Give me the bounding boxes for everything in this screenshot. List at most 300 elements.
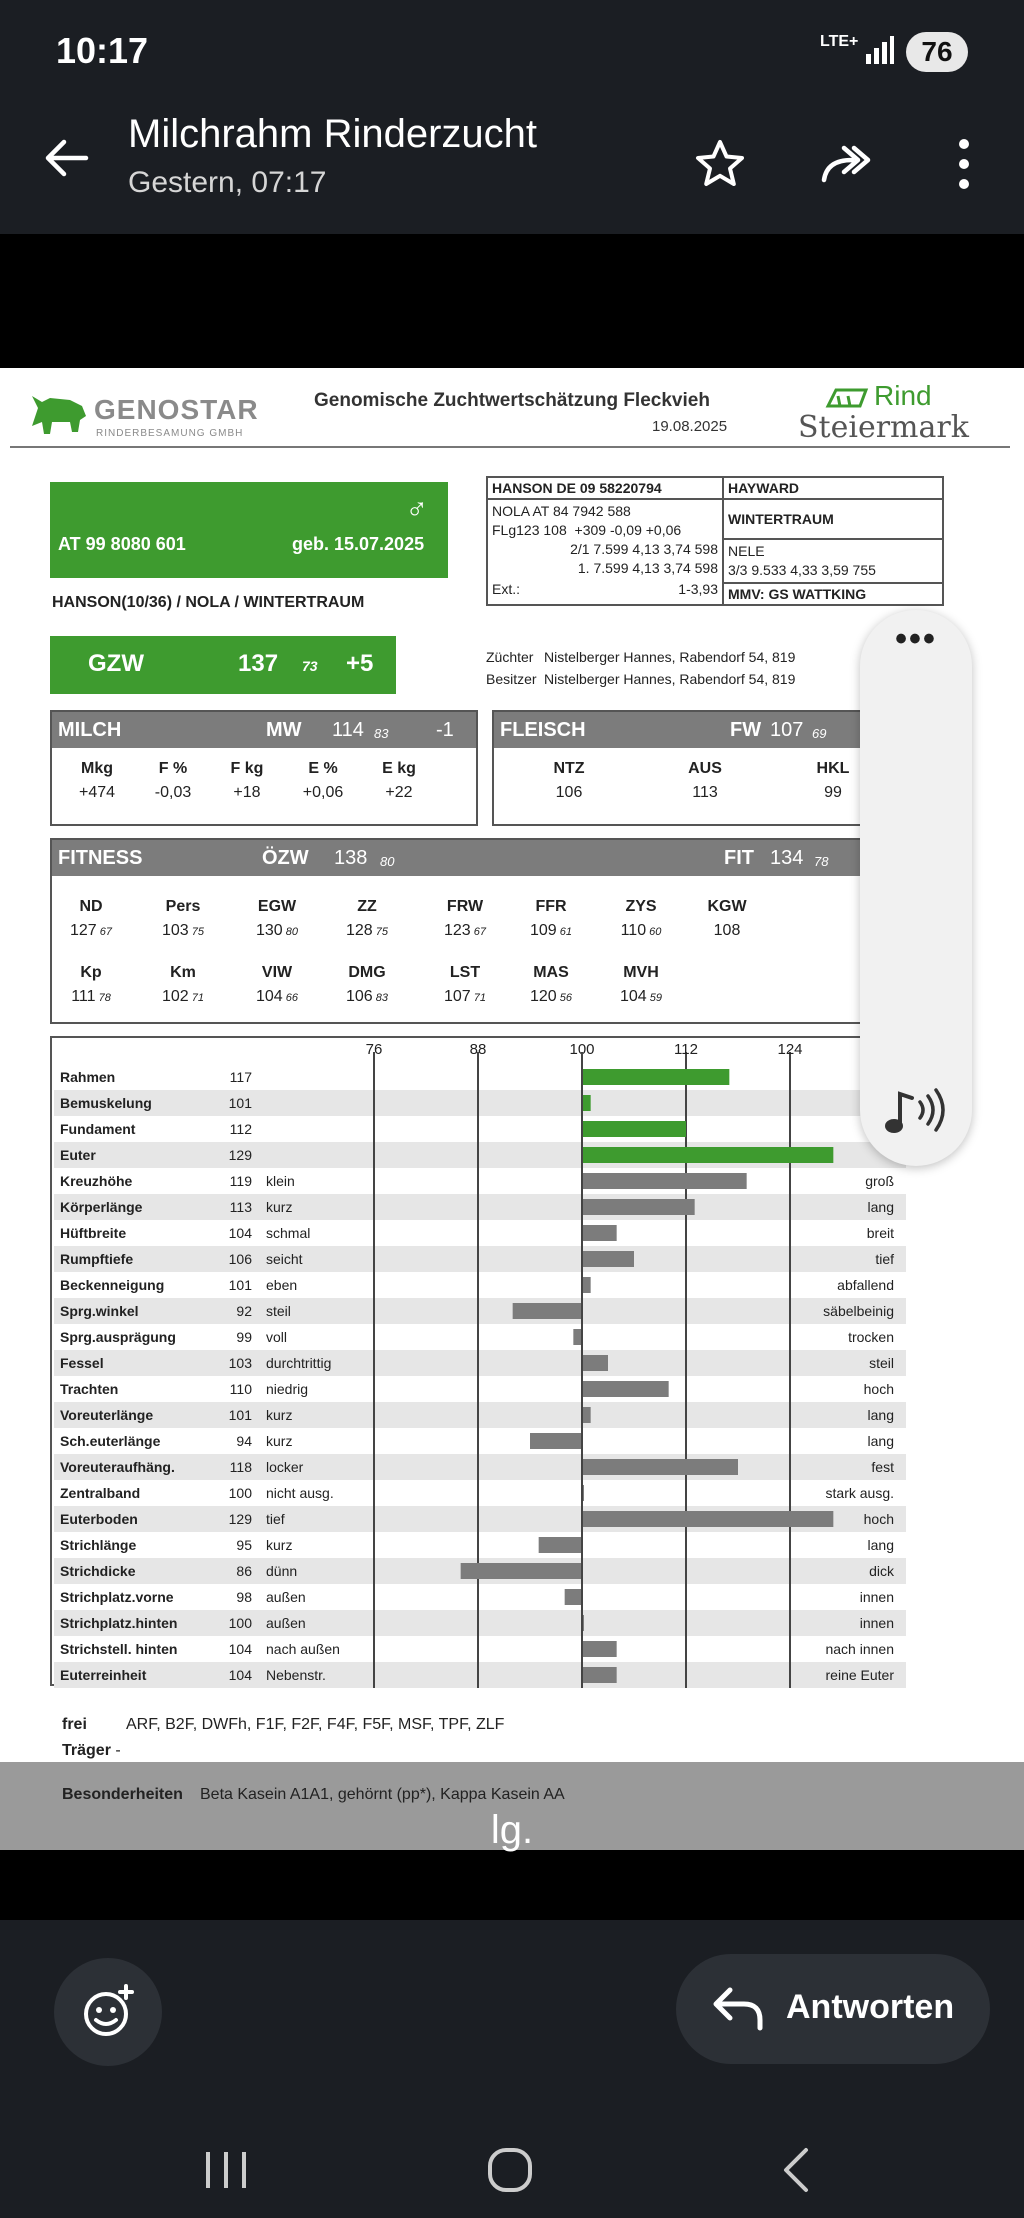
clock: 10:17	[56, 30, 149, 71]
trait-label: MAS	[533, 964, 569, 981]
rind-text: Rind	[874, 380, 932, 411]
mw-diff: -1	[436, 719, 454, 741]
header-divider	[10, 446, 1010, 448]
breeder-label: Züchter	[486, 649, 534, 665]
trait-name: Sprg.winkel	[60, 1303, 139, 1319]
gzw-diff: +5	[346, 650, 374, 677]
pedigree-summary: HANSON(10/36) / NOLA / WINTERTRAUM	[52, 594, 365, 611]
milch-header	[52, 712, 476, 748]
row-background	[54, 1480, 906, 1506]
fleisch-header	[494, 712, 872, 748]
trait-high-label: stark ausg.	[825, 1485, 894, 1501]
row-background	[54, 1168, 906, 1194]
gzw-reliability: 73	[302, 658, 318, 674]
trait-value: 86	[236, 1563, 252, 1579]
fit-label: FIT	[724, 847, 754, 869]
bar	[582, 1381, 669, 1397]
traeger-row	[62, 1738, 504, 1764]
trait-name: Trachten	[60, 1381, 119, 1397]
trait-name: Voreuteraufhäng.	[60, 1459, 175, 1475]
frei-row	[62, 1712, 504, 1738]
trait-value: 111 78	[71, 988, 111, 1005]
animal-id: AT 99 8080 601	[58, 534, 186, 554]
trait-low-label: durchtrittig	[266, 1355, 332, 1371]
trait-value: 103	[228, 1355, 252, 1371]
trait-value: 104	[228, 1225, 252, 1241]
trait-low-label: kurz	[266, 1199, 293, 1215]
trait-label: E %	[308, 760, 338, 777]
trait-value: 130 80	[256, 922, 298, 939]
trait-pers	[148, 898, 218, 940]
trait-high-label: lang	[867, 1433, 894, 1449]
male-symbol: ♂	[405, 492, 428, 525]
row-background	[54, 1220, 906, 1246]
trait-value: 119	[229, 1173, 252, 1189]
bar	[582, 1147, 833, 1163]
bar	[582, 1225, 617, 1241]
battery-level: 76	[906, 32, 968, 72]
trait-label: NTZ	[553, 760, 585, 777]
breeder-owner	[486, 646, 795, 690]
bull-logo-icon	[28, 386, 90, 440]
trait-value: 104	[228, 1667, 252, 1683]
trait-value: 129	[228, 1511, 252, 1527]
trait-e-kg	[364, 760, 434, 802]
trait-low-label: dünn	[266, 1563, 298, 1579]
trait-name: Sprg.ausprägung	[60, 1329, 176, 1345]
trait-mas	[516, 964, 586, 1006]
trait-value: 100	[228, 1485, 252, 1501]
reply-icon	[710, 1984, 766, 2034]
dam-sire-cell: WINTERTRAUM	[723, 499, 943, 539]
trait-reliability: 60	[646, 926, 662, 938]
row-background	[54, 1324, 906, 1350]
trait-kp	[56, 964, 126, 1006]
trait-value: 117	[229, 1069, 252, 1085]
trait-reliability: 66	[282, 992, 298, 1004]
floating-panel[interactable]	[860, 610, 972, 1166]
flg-row	[492, 521, 718, 540]
fitness-header	[52, 840, 910, 876]
trait-kgw	[692, 898, 762, 940]
trait-high-label: lang	[867, 1199, 894, 1215]
row-background	[54, 1662, 906, 1688]
nav-back-icon[interactable]	[768, 2140, 828, 2200]
trait-value: 99	[236, 1329, 252, 1345]
trait-label: DMG	[348, 964, 386, 981]
ext-value: 1-3,93	[678, 581, 718, 597]
row-background	[54, 1584, 906, 1610]
trait-name: Strichlänge	[60, 1537, 137, 1553]
more-vertical-icon[interactable]	[944, 134, 984, 194]
row-background	[54, 1402, 906, 1428]
share-forward-icon[interactable]	[818, 136, 878, 192]
trait-value: 109 61	[530, 922, 572, 939]
owner-row	[486, 668, 795, 690]
genostar-name: GENOSTAR	[94, 394, 259, 425]
bar	[582, 1251, 634, 1267]
tick-label: 88	[469, 1041, 487, 1058]
trait-reliability: 80	[282, 926, 298, 938]
trait-value: 101	[228, 1095, 252, 1111]
document-date: 19.08.2025	[652, 418, 728, 435]
fleisch-section	[492, 710, 872, 826]
trait-value: 99	[824, 784, 842, 801]
ext-label: Ext.:	[492, 581, 521, 597]
reply-button[interactable]	[676, 1954, 990, 2064]
trait-value: 120 56	[530, 988, 572, 1005]
trait-low-label: nach außen	[266, 1641, 340, 1657]
trait-high-label: nach innen	[825, 1641, 894, 1657]
trait-name: Euter	[60, 1147, 96, 1163]
trait-value: 107 71	[444, 988, 486, 1005]
trait-low-label: kurz	[266, 1537, 293, 1553]
trait-reliability: 59	[646, 992, 662, 1004]
trait-value: 110 60	[620, 922, 662, 939]
lactation-3-3: 3/3 9.533 4,33 3,59 755	[728, 562, 876, 578]
flg-label: FLg123 108	[492, 522, 567, 538]
dam-cell	[487, 499, 723, 605]
trait-label: Kp	[80, 964, 102, 981]
trait-label: ND	[79, 898, 103, 915]
document-title: Genomische Zuchtwertschätzung Fleckvieh	[314, 390, 710, 411]
sire-cell: HANSON DE 09 58220794	[487, 477, 723, 499]
trait-value: 101	[228, 1407, 252, 1423]
trait-label: VIW	[261, 964, 293, 981]
trait-ffr	[516, 898, 586, 940]
lactation-2-1: 2/1 7.599 4,13 3,74 598	[570, 541, 718, 557]
bar	[513, 1303, 582, 1319]
trait-high-label: reine Euter	[825, 1667, 894, 1683]
trait-nd	[56, 898, 126, 940]
row-background	[54, 1090, 906, 1116]
trait-value: 104 59	[620, 988, 662, 1005]
trait-e-	[288, 760, 358, 802]
bar	[565, 1589, 582, 1605]
frei-label: frei	[62, 1716, 87, 1733]
trait-value: +0,06	[302, 784, 344, 801]
trait-label: LST	[449, 964, 481, 981]
trait-value: 106	[555, 784, 583, 801]
trait-value: 101	[228, 1277, 252, 1293]
animal-id-box	[50, 482, 448, 578]
trait-name: Euterboden	[60, 1511, 138, 1527]
trait-label: HKL	[816, 760, 850, 777]
tick-label: 76	[365, 1041, 383, 1058]
row-background	[54, 1064, 906, 1090]
more-horizontal-icon[interactable]: •••	[895, 620, 937, 658]
dam-dam-cell	[723, 539, 943, 583]
besonderheiten-row	[62, 1786, 565, 1804]
trait-name: Euterreinheit	[60, 1667, 147, 1683]
trait-name: Strichplatz.vorne	[60, 1589, 174, 1605]
milch-title: MILCH	[58, 719, 122, 741]
trait-name: Sch.euterlänge	[60, 1433, 161, 1449]
sire-sire-cell: HAYWARD	[723, 477, 943, 499]
trait-name: Rumpftiefe	[60, 1251, 134, 1267]
bar	[582, 1355, 608, 1371]
owner-value: Nistelberger Hannes, Rabendorf 54, 819	[544, 671, 796, 687]
ozw-label: ÖZW	[262, 847, 309, 869]
trait-reliability: 75	[372, 926, 388, 938]
trait-high-label: lang	[867, 1537, 894, 1553]
recents-icon[interactable]	[196, 2140, 256, 2200]
fleisch-title: FLEISCH	[500, 719, 586, 741]
trait-value: 98	[236, 1589, 252, 1605]
system-nav-bar	[0, 2106, 1024, 2218]
gzw-label: GZW	[88, 650, 144, 677]
trait-high-label: groß	[865, 1173, 894, 1189]
trait-aus	[670, 760, 740, 802]
bar	[582, 1095, 591, 1111]
signal-icon	[864, 34, 894, 66]
row-background	[54, 1532, 906, 1558]
trait-value: 106 83	[346, 988, 388, 1005]
trait-value: 92	[236, 1303, 252, 1319]
trait-low-label: Nebenstr.	[266, 1667, 326, 1683]
mmv-cell: MMV: GS WATTKING	[723, 583, 943, 605]
trait-value: +474	[78, 784, 116, 801]
trait-viw	[242, 964, 312, 1006]
trait-zz	[332, 898, 402, 940]
trait-zys	[606, 898, 676, 940]
status-bar	[0, 0, 1024, 100]
genostar-subtitle: RINDERBESAMUNG GMBH	[96, 428, 244, 439]
flg-values: +309 -0,09 +0,06	[574, 522, 682, 538]
tick-label: 112	[674, 1041, 698, 1058]
trait-high-label: trocken	[848, 1329, 894, 1345]
trait-high-label: tief	[875, 1251, 894, 1267]
breeder-value: Nistelberger Hannes, Rabendorf 54, 819	[544, 649, 796, 665]
rind-steiermark-logo	[796, 380, 969, 445]
linear-traits-svg	[52, 1038, 908, 1688]
trait-hkl	[798, 760, 868, 802]
trait-label: ZYS	[625, 898, 657, 915]
trait-label: FFR	[535, 898, 567, 915]
trait-frw	[430, 898, 500, 940]
trait-mvh	[606, 964, 676, 1006]
steiermark-text: Steiermark	[798, 410, 969, 445]
trait-value: -0,03	[154, 784, 192, 801]
traeger-value: -	[115, 1742, 121, 1759]
trait-reliability: 83	[372, 992, 388, 1004]
music-note-sound-icon[interactable]	[882, 1080, 948, 1142]
trait-label: KGW	[707, 898, 747, 915]
bar	[582, 1407, 591, 1423]
bar	[582, 1199, 695, 1215]
bar	[573, 1329, 582, 1345]
trait-reliability: 71	[470, 992, 486, 1004]
trait-low-label: steil	[266, 1303, 291, 1319]
trait-high-label: innen	[859, 1589, 894, 1605]
besonderheiten-label: Besonderheiten	[62, 1786, 183, 1803]
trait-value: 94	[236, 1433, 252, 1449]
home-icon[interactable]	[480, 2140, 540, 2200]
trait-label: Pers	[165, 898, 201, 915]
trait-high-label: abfallend	[837, 1277, 894, 1293]
bar	[582, 1277, 591, 1293]
row-background	[54, 1116, 906, 1142]
gzw-box	[50, 636, 396, 694]
trait-value: 113	[692, 784, 718, 801]
owner-label: Besitzer	[486, 671, 537, 687]
row-background	[54, 1194, 906, 1220]
trait-low-label: außen	[266, 1589, 306, 1605]
trait-label: AUS	[688, 760, 722, 777]
trait-low-label: eben	[266, 1277, 298, 1293]
trait-value: 118	[229, 1459, 252, 1475]
trait-name: Fundament	[60, 1121, 136, 1137]
trait-label: FRW	[446, 898, 484, 915]
trait-high-label: fest	[871, 1459, 894, 1475]
trait-value: 95	[236, 1537, 252, 1553]
reply-label: Antworten	[786, 1988, 955, 2026]
mw-value: 114	[332, 719, 364, 741]
trait-high-label: hoch	[863, 1511, 894, 1527]
bar	[582, 1069, 729, 1085]
fit-reliability: 78	[814, 854, 829, 869]
row-background	[54, 1298, 906, 1324]
trait-name: Rahmen	[60, 1069, 116, 1085]
row-background	[54, 1610, 906, 1636]
lactation-1: 1. 7.599 4,13 3,74 598	[577, 560, 718, 576]
emoji-reaction-button[interactable]	[54, 1958, 162, 2066]
gzw-value: 137	[238, 650, 279, 677]
bar	[582, 1459, 738, 1475]
trait-name: Bemuskelung	[60, 1095, 152, 1111]
trait-value: 108	[713, 922, 741, 939]
trait-f-	[138, 760, 208, 802]
trait-value: 127 67	[70, 922, 112, 939]
trait-label: E kg	[382, 760, 416, 777]
bar	[539, 1537, 582, 1553]
trait-name: Zentralband	[60, 1485, 141, 1501]
trait-value: 129	[228, 1147, 252, 1163]
bottom-bar	[0, 1920, 1024, 2218]
trait-km	[148, 964, 218, 1006]
dam-dam-name: NELE	[728, 543, 765, 559]
pedigree-table	[486, 476, 944, 606]
milch-section	[50, 710, 478, 826]
trait-label: MVH	[623, 964, 659, 981]
birth-date: geb. 15.07.2025	[292, 534, 425, 554]
trait-low-label: tief	[266, 1511, 285, 1527]
trait-value: 110	[229, 1381, 252, 1397]
trait-name: Hüftbreite	[60, 1225, 127, 1241]
bar	[582, 1511, 833, 1527]
trait-value: 100	[228, 1615, 252, 1631]
row-background	[54, 1246, 906, 1272]
trait-dmg	[332, 964, 402, 1006]
bar	[582, 1641, 617, 1657]
trait-high-label: lang	[867, 1407, 894, 1423]
row-background	[54, 1428, 906, 1454]
trait-value: 128 75	[346, 922, 388, 939]
trait-reliability: 75	[188, 926, 204, 938]
bar	[530, 1433, 582, 1449]
chat-title: Milchrahm Rinderzucht	[128, 112, 538, 156]
mw-label: MW	[266, 719, 302, 741]
trait-label: F kg	[230, 760, 264, 777]
row-background	[54, 1350, 906, 1376]
trait-reliability: 56	[556, 992, 572, 1004]
trait-high-label: dick	[869, 1563, 894, 1579]
trait-reliability: 61	[556, 926, 572, 938]
trait-name: Strichplatz.hinten	[60, 1615, 178, 1631]
trait-high-label: steil	[869, 1355, 894, 1371]
fitness-section	[50, 838, 910, 1024]
fit-value: 134	[770, 847, 804, 869]
dam-name: NOLA AT 84 7942 588	[492, 503, 631, 519]
trait-reliability: 67	[470, 926, 486, 938]
cattle-truck-icon	[826, 384, 870, 410]
trait-high-label: innen	[859, 1615, 894, 1631]
fitness-title: FITNESS	[58, 847, 143, 869]
app-bar	[0, 100, 1024, 234]
trait-low-label: schmal	[266, 1225, 311, 1241]
tick-label: 124	[777, 1041, 803, 1058]
trait-value: +18	[233, 784, 261, 801]
trait-name: Voreuterlänge	[60, 1407, 154, 1423]
trait-name: Strichdicke	[60, 1563, 136, 1579]
trait-egw	[242, 898, 312, 940]
trait-low-label: nicht ausg.	[266, 1485, 334, 1501]
trait-high-label: hoch	[863, 1381, 894, 1397]
trait-low-label: außen	[266, 1615, 306, 1631]
trait-low-label: locker	[266, 1459, 304, 1475]
trait-label: F %	[158, 760, 188, 777]
ozw-value: 138	[334, 847, 368, 869]
trait-value: 112	[229, 1121, 252, 1137]
trait-low-label: kurz	[266, 1433, 293, 1449]
trait-low-label: voll	[266, 1329, 288, 1345]
bar	[582, 1667, 617, 1683]
trait-high-label: breit	[866, 1225, 894, 1241]
star-icon[interactable]	[692, 136, 748, 192]
trait-label: EGW	[257, 898, 297, 915]
frei-value: ARF, B2F, DWFh, F1F, F2F, F4F, F5F, MSF, TPF, ZLF	[126, 1716, 505, 1733]
row-background	[54, 1636, 906, 1662]
trait-label: ZZ	[357, 898, 377, 915]
trait-label: Km	[170, 964, 196, 981]
tick-label: 100	[569, 1041, 595, 1058]
trait-low-label: seicht	[266, 1251, 303, 1267]
trait-value: 102 71	[162, 988, 204, 1005]
linear-traits-chart	[50, 1036, 906, 1686]
ozw-reliability: 80	[380, 854, 395, 869]
fw-reliability: 69	[812, 726, 827, 741]
trait-value: 103 75	[162, 922, 204, 939]
mw-reliability: 83	[374, 726, 389, 741]
trait-mkg	[62, 760, 132, 802]
trait-reliability: 67	[96, 926, 112, 938]
trait-name: Körperlänge	[60, 1199, 143, 1215]
trait-ntz	[534, 760, 604, 802]
emoji-add-icon	[80, 1984, 136, 2040]
trait-low-label: klein	[266, 1173, 295, 1189]
fw-label: FW	[730, 719, 762, 741]
trait-name: Beckenneigung	[60, 1277, 165, 1293]
trait-high-label: säbelbeinig	[823, 1303, 894, 1319]
trait-value: 104	[228, 1641, 252, 1657]
bar	[582, 1173, 747, 1189]
trait-value: +22	[385, 784, 413, 801]
trait-f-kg	[212, 760, 282, 802]
trait-reliability: 71	[188, 992, 204, 1004]
arrow-left-icon[interactable]	[40, 132, 92, 184]
row-background	[54, 1272, 906, 1298]
trait-name: Fessel	[60, 1355, 104, 1371]
